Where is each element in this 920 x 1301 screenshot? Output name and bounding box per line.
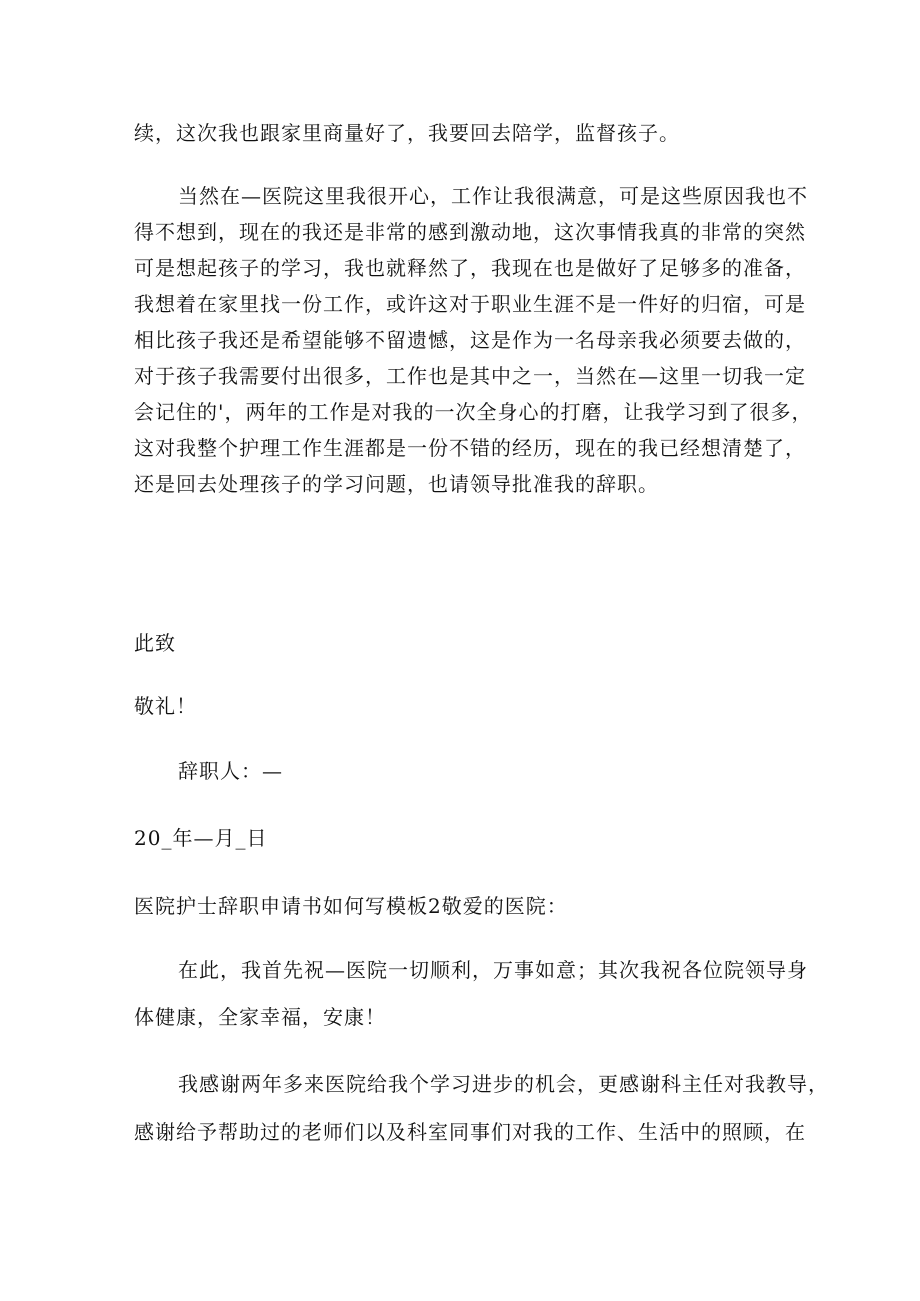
paragraph-line: 得不想到，现在的我还是非常的感到激动地，这次事情我真的非常的突然	[134, 220, 806, 244]
paragraph-line: 相比孩子我还是希望能够不留遗憾，这是作为一名母亲我必须要去做的，	[134, 328, 806, 352]
signer-line: 辞职人：—	[178, 759, 283, 783]
paragraph-line: 当然在—医院这里我很开心，工作让我很满意，可是这些原因我也不	[178, 184, 808, 208]
date-line: 20_年—月_日	[134, 826, 268, 850]
closing-salutation: 此致	[134, 631, 176, 655]
paragraph-line: 续，这次我也跟家里商量好了，我要回去陪学，监督孩子。	[134, 121, 680, 145]
closing-regards: 敬礼！	[134, 694, 197, 718]
paragraph-line: 在此，我首先祝—医院一切顺利，万事如意；其次我祝各位院领导身	[178, 958, 808, 982]
paragraph-line: 感谢给予帮助过的老师们以及科室同事们对我的工作、生活中的照顾，在	[134, 1120, 806, 1144]
paragraph-line: 还是回去处理孩子的学习问题，也请领导批准我的辞职。	[134, 472, 659, 496]
paragraph-line: 我感谢两年多来医院给我个学习进步的机会，更感谢科主任对我教导，	[178, 1072, 829, 1096]
paragraph-line: 可是想起孩子的学习，我也就释然了，我现在也是做好了足够多的准备，	[134, 256, 806, 280]
paragraph-line: 我想着在家里找一份工作，或许这对于职业生涯不是一件好的归宿，可是	[134, 292, 806, 316]
section-heading: 医院护士辞职申请书如何写模板2敬爱的医院：	[134, 894, 568, 918]
paragraph-line: 这对我整个护理工作生涯都是一份不错的经历，现在的我已经想清楚了，	[134, 436, 806, 460]
paragraph-line: 对于孩子我需要付出很多，工作也是其中之一，当然在—这里一切我一定	[134, 364, 806, 388]
paragraph-line: 体健康，全家幸福，安康！	[134, 1005, 386, 1029]
paragraph-line: 会记住的'，两年的工作是对我的一次全身心的打磨，让我学习到了很多，	[134, 400, 813, 424]
